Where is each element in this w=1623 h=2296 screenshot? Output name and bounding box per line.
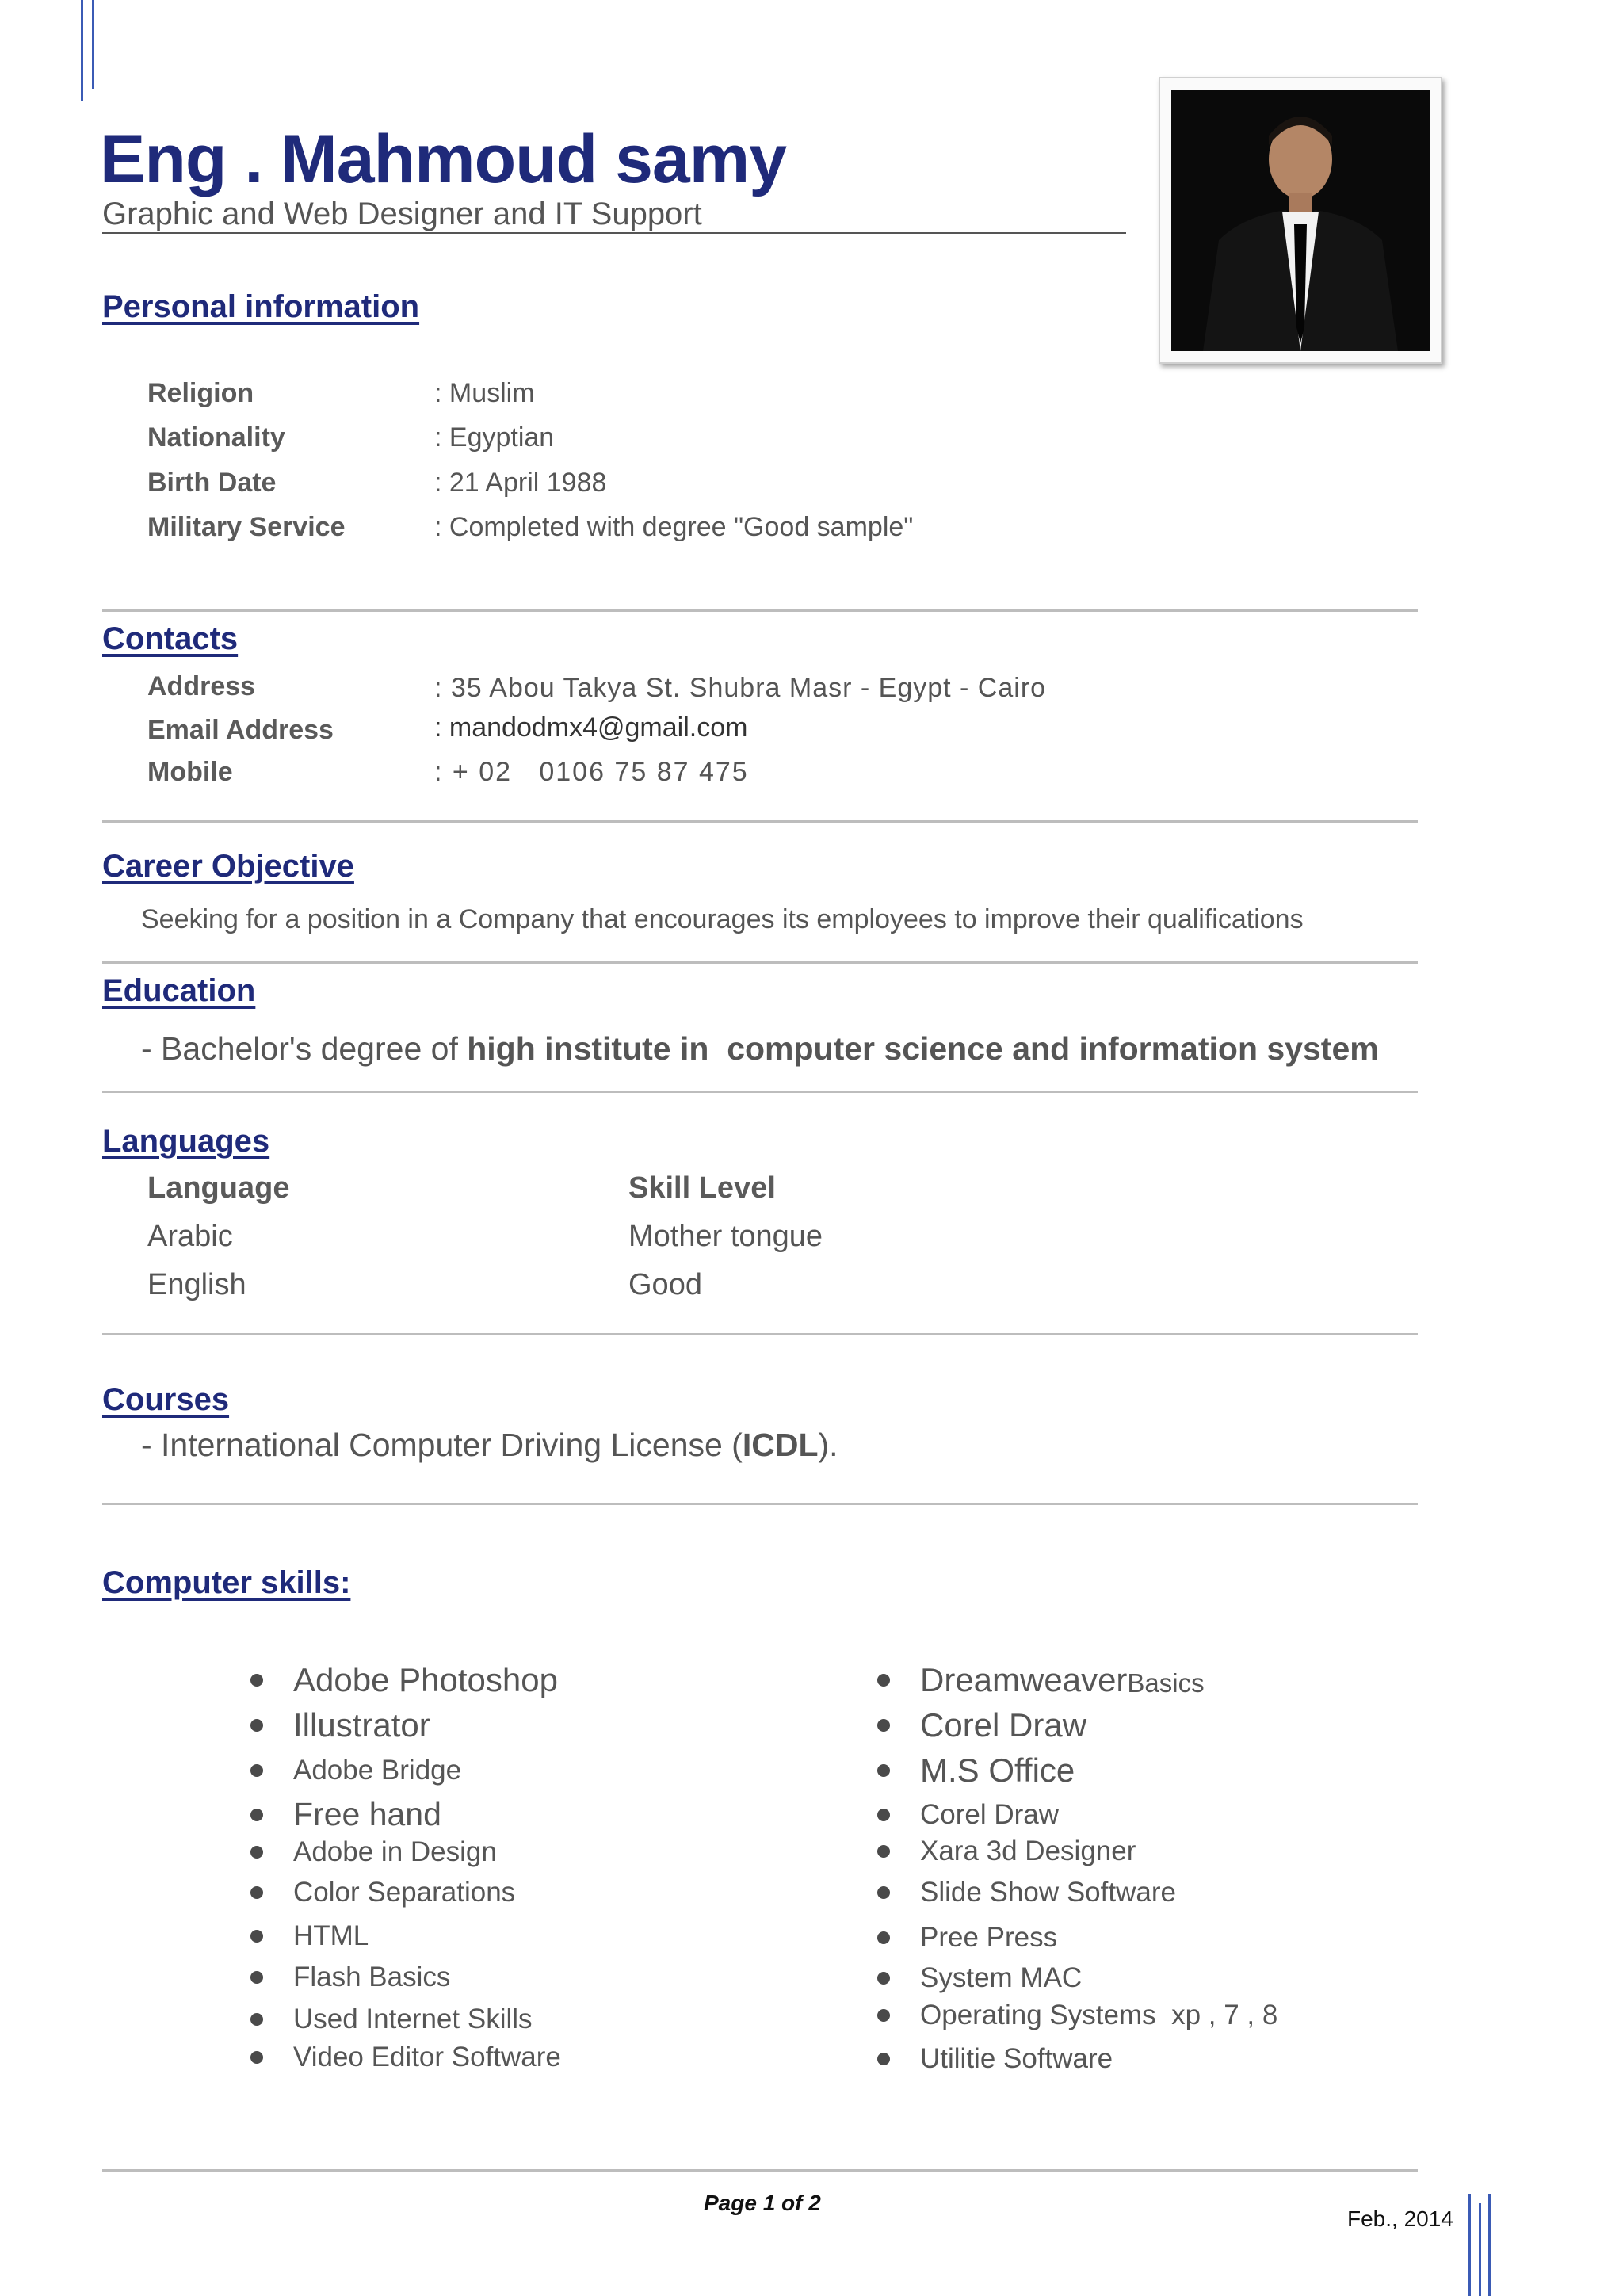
career-objective-text: Seeking for a position in a Company that encourages its employees to improve their qualifications	[141, 904, 1304, 934]
skill-item: Corel Draw	[877, 1706, 1086, 1744]
language-column-header: Language	[147, 1171, 290, 1205]
email-label: Email Address	[147, 715, 334, 745]
course-prefix: - International Computer Driving License (	[141, 1427, 743, 1463]
skill-item: Video Editor Software	[250, 2042, 561, 2073]
bullet-icon	[877, 2053, 890, 2065]
bullet-icon	[877, 1764, 890, 1777]
corner-line-bottom-right-2	[1479, 2203, 1481, 2296]
personal-info-heading: Personal information	[102, 289, 420, 324]
bullet-icon	[877, 1845, 890, 1858]
bullet-icon	[250, 1674, 263, 1687]
education-prefix: - Bachelor's degree of	[141, 1030, 468, 1067]
divider-3	[102, 961, 1418, 964]
bullet-icon	[250, 1846, 263, 1859]
bullet-icon	[877, 1886, 890, 1899]
address-label: Address	[147, 671, 256, 701]
religion-value: : Muslim	[434, 378, 535, 408]
bullet-icon	[250, 1719, 263, 1732]
nationality-value: : Egyptian	[434, 422, 555, 453]
divider-2	[102, 820, 1418, 823]
skill-item: HTML	[250, 1920, 369, 1952]
education-heading: Education	[102, 973, 256, 1008]
page-number: Page 1 of 2	[704, 2191, 821, 2215]
divider-6	[102, 1503, 1418, 1505]
mobile-value: : + 02 0106 75 87 475	[434, 757, 749, 787]
course-suffix: ).	[818, 1427, 838, 1463]
corner-line-top-left	[81, 0, 83, 101]
education-degree: high institute in computer science and information system	[467, 1030, 1379, 1067]
skill-item: Xara 3d Designer	[877, 1836, 1136, 1867]
contacts-heading: Contacts	[102, 621, 239, 656]
bullet-icon	[877, 1674, 890, 1687]
bullet-icon	[250, 2013, 263, 2026]
skill-item: Operating Systems xp , 7 , 8	[877, 2000, 1277, 2031]
computer-skills-heading: Computer skills:	[102, 1565, 351, 1600]
title-underline	[102, 232, 1126, 234]
military-service-label: Military Service	[147, 512, 346, 542]
skill-item: Dreamweaver Basics	[877, 1661, 1205, 1699]
skill-item: Used Internet Skills	[250, 2004, 533, 2035]
skill-item: Pree Press	[877, 1922, 1057, 1954]
skill-item: Utilitie Software	[877, 2043, 1113, 2075]
bullet-icon	[250, 1886, 263, 1899]
corner-line-bottom-right-3	[1488, 2194, 1491, 2296]
skill-item: Adobe in Design	[250, 1836, 497, 1868]
bullet-icon	[877, 1972, 890, 1985]
skill-item: Corel Draw	[877, 1799, 1059, 1831]
corner-line-bottom-right	[1468, 2194, 1471, 2296]
bullet-icon	[250, 1764, 263, 1777]
bullet-icon	[877, 2009, 890, 2022]
education-text	[141, 1030, 1379, 1068]
level-arabic: Mother tongue	[628, 1220, 823, 1253]
skill-item: System MAC	[877, 1962, 1082, 1994]
career-objective-heading: Career Objective	[102, 849, 354, 884]
language-arabic: Arabic	[147, 1220, 233, 1253]
bullet-icon	[250, 1809, 263, 1821]
profile-photo-frame	[1159, 77, 1442, 364]
skill-item: Free hand	[250, 1796, 441, 1833]
divider-4	[102, 1091, 1418, 1093]
corner-line-top-left-2	[92, 0, 94, 89]
skill-item: Slide Show Software	[877, 1877, 1176, 1908]
birth-date-value: : 21 April 1988	[434, 468, 607, 498]
level-english: Good	[628, 1268, 702, 1301]
divider-1	[102, 609, 1418, 612]
skill-item: Flash Basics	[250, 1962, 450, 1993]
divider-5	[102, 1333, 1418, 1335]
skill-level-column-header: Skill Level	[628, 1171, 776, 1205]
skill-item: M.S Office	[877, 1752, 1075, 1790]
email-value: : mandodmx4@gmail.com	[434, 712, 748, 743]
course-icdl-bold: ICDL	[742, 1427, 819, 1463]
language-english: English	[147, 1268, 246, 1301]
bullet-icon	[877, 1809, 890, 1821]
document-date: Feb., 2014	[1347, 2206, 1453, 2231]
mobile-label: Mobile	[147, 757, 233, 787]
military-service-value: : Completed with degree "Good sample"	[434, 512, 914, 542]
person-silhouette-icon	[1171, 90, 1430, 351]
candidate-name: Eng . Mahmoud samy	[100, 121, 787, 197]
bullet-icon	[250, 2051, 263, 2064]
divider-7	[102, 2169, 1418, 2172]
bullet-icon	[877, 1719, 890, 1732]
address-value: : 35 Abou Takya St. Shubra Masr - Egypt - Cairo	[434, 673, 1047, 703]
religion-label: Religion	[147, 378, 254, 408]
courses-heading: Courses	[102, 1382, 230, 1417]
skill-item: Illustrator	[250, 1706, 430, 1744]
bullet-icon	[250, 1971, 263, 1984]
birth-date-label: Birth Date	[147, 468, 277, 498]
skill-item: Adobe Bridge	[250, 1755, 461, 1786]
course-icdl	[141, 1427, 838, 1464]
bullet-icon	[877, 1931, 890, 1944]
candidate-title: Graphic and Web Designer and IT Support	[102, 197, 702, 231]
bullet-icon	[250, 1930, 263, 1943]
languages-heading: Languages	[102, 1124, 270, 1159]
skill-item: Adobe Photoshop	[250, 1661, 558, 1699]
profile-photo	[1171, 90, 1430, 351]
skill-item: Color Separations	[250, 1877, 515, 1908]
nationality-label: Nationality	[147, 422, 285, 453]
